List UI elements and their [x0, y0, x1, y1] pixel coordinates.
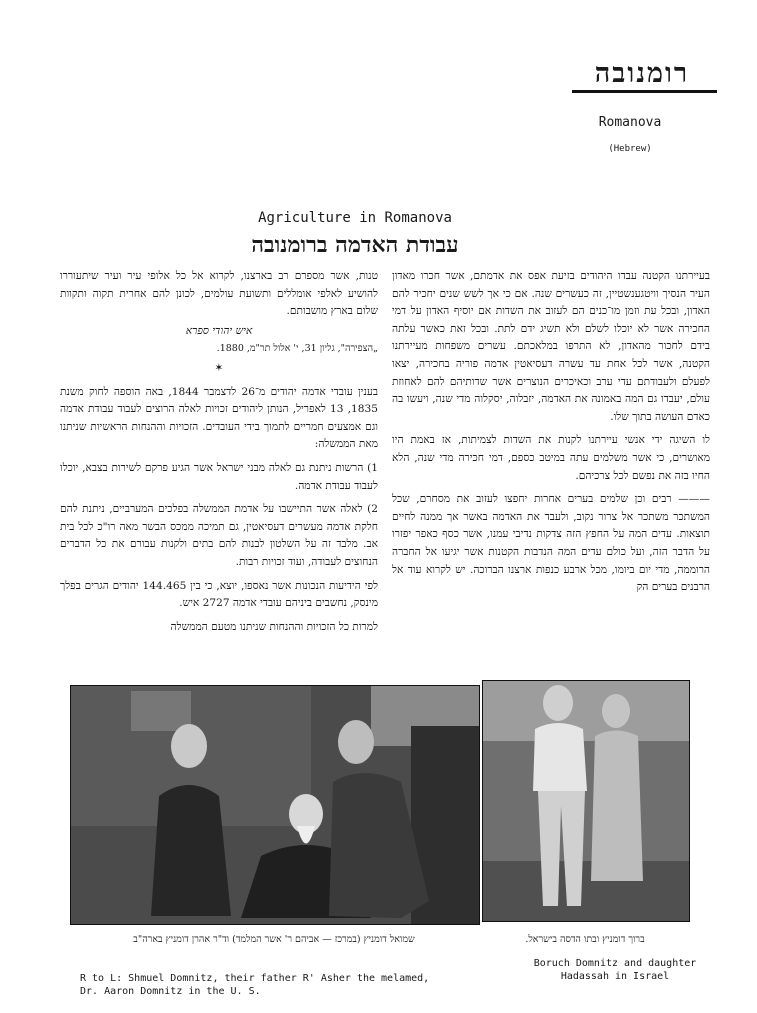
- photo-caption-right-english: Boruch Domnitz and daughter Hadassah in Israel: [533, 958, 697, 982]
- paragraph: בענין עובדי אדמה יהודים מ־26 לדצמבר 1844, באה הוספה לחוק משנת 1835, 13 לאפריל, הנותן ליהודים זכויות לאלה הרוצים לעבוד עבודת אדמה וגם אמצעים חמריים לתמוך בידי העובדים. הזכויות וההנחות הראשיות שניתנו מאת הממשלה:: [60, 385, 378, 451]
- photo-caption-left-english: R to L: Shmuel Domnitz, their father R' Asher the melamed, Dr. Aaron Domnitz in the U. S.: [80, 973, 430, 997]
- title-underline: [572, 90, 717, 93]
- photo-domnitz-father-daughter: [482, 680, 690, 922]
- paragraph: למרות כל הזכויות וההנחות שניתנו מטעם הממשלה: [170, 620, 378, 633]
- paragraph: בעיירתנו הקטנה עבדו היהודים בזיעת אפס את אדמתם, אשר חכרו מאדון העיר הנסיך וויטגענשטיין, זה כעשרים שנה. אם כי אך לשש שנים יחכיר להם האדון, ובכל עת וזמן מו־כנים הם לעזוב את השדות אם יוסיף האדון על דמי החכירה אשר לא יוכלו לשלם ולא תשיג ידם לתת. ובכל זאת כאשר עלתה בידם לחכור מהאדון, לא התרפו במלאכתם. עשרים משפחות מעיירתנו הקטנה, אשר לכל אחת עד עשרה דעסיאטין אדמה פוריה בחכירה, יצאו לפעלם ולעבודתם עדי ערב וכאיכרים הנוצרים אשר שדותיהם להם לאחוזת עולם, יעבדו גם המה באמונה את האדמה, יזבלוה, יסקלוה מדי שנה, ויעשו בה כאדם העושה בתוך שלו.: [392, 270, 710, 423]
- photo-three-men-image: [71, 686, 479, 924]
- list-item: 1) הרשות ניתנת גם לאלה מבני ישראל אשר הגיע פרקם לשירות בצבא, יוכלו לעבוד עבודת אדמה.: [60, 461, 378, 492]
- language-note: (Hebrew): [608, 144, 652, 154]
- hebrew-town-title: רומנובה: [594, 58, 690, 89]
- photo-domnitz-three-men: [70, 685, 480, 925]
- photo-caption-left-hebrew: שמואל דומניץ (במרכז — אביהם ר' אשר המלמד) וד"ר אהרן דומניץ בארה"ב: [133, 934, 415, 945]
- source-citation: „הצפירה", גליון 31, י' אלול תר"מ, 1880.: [216, 343, 378, 355]
- star-divider: ✶: [214, 361, 224, 374]
- photo-father-daughter-image: [483, 681, 689, 921]
- paragraph: ——— רבים וכן שלמים בערים אחרות יחפצו לעזוב את מסחרם, שכל המשתכר משתכר אל צרור נקוב, ולעבד את האדמה באשר אך ממנה לחיים תוצאות. עדים המה על החפץ הזה צדקות נדיבי עמנו, אשר כסף כאפר יפזרו על הדבר הזה, ועל כולם עדים המה הנדבות הקטנות אשר יגיעו אל החברה הרוממה, מדי יום ביומו, מכל ארבע כנפות ארצנו הברוכה. יש לקרוא עוד אל הרבנים בערים הק: [392, 493, 710, 594]
- article-column-right: [392, 268, 710, 668]
- article-heading-hebrew: עבודת האדמה ברומנובה: [251, 232, 459, 258]
- photo-caption-right-hebrew: ברוך דומניץ ובתו הדסה בישראל.: [525, 934, 645, 945]
- article-column-left: [60, 268, 378, 668]
- signature: איש יהודי ספרא: [185, 324, 253, 337]
- paragraph: לפי הידיעות הנכונות אשר נאספו, יוצא, כי בין 144.465 יהודים הגרים בפלך מינסק, נחשבים ביניהם עובדי אדמה 2727 איש.: [60, 579, 378, 610]
- paragraph: לו השיגה ידי אנשי עיירתנו לקנות את השדות לצמיתות, אז באמת היו מאושרים, כי אשר משלמים עתה במיטב כספם, דמי חכירה מדי שנה, הלא החיו בזה את נפשם לכל צרכיהם.: [392, 434, 710, 482]
- paragraph: טנות, אשר מספרם רב בארצנו, לקרוא אל כל אלופי עיר ועיר שיתעוררו להושיע לאלפי אומללים ותשועת עולמים, לכונן להם אחרית תקוה ותקוות שלום בארץ מושבותם.: [60, 270, 378, 318]
- article-heading-english: Agriculture in Romanova: [258, 210, 452, 226]
- list-item: 2) לאלה אשר התיישבו על אדמת הממשלה בפלכים המערביים, ניתנת להם חלקת אדמה מעשרים דעסיאטין, גם תמיכה ממכס הבשר מאה רו"כ לכל בית אב. מלבד זה על השלטון לבנות להם בתים ולקנות עבורם את כל הדברים הנחוצים לעבודה, ועוד זכויות רבות.: [60, 503, 378, 568]
- english-town-title: Romanova: [598, 115, 662, 130]
